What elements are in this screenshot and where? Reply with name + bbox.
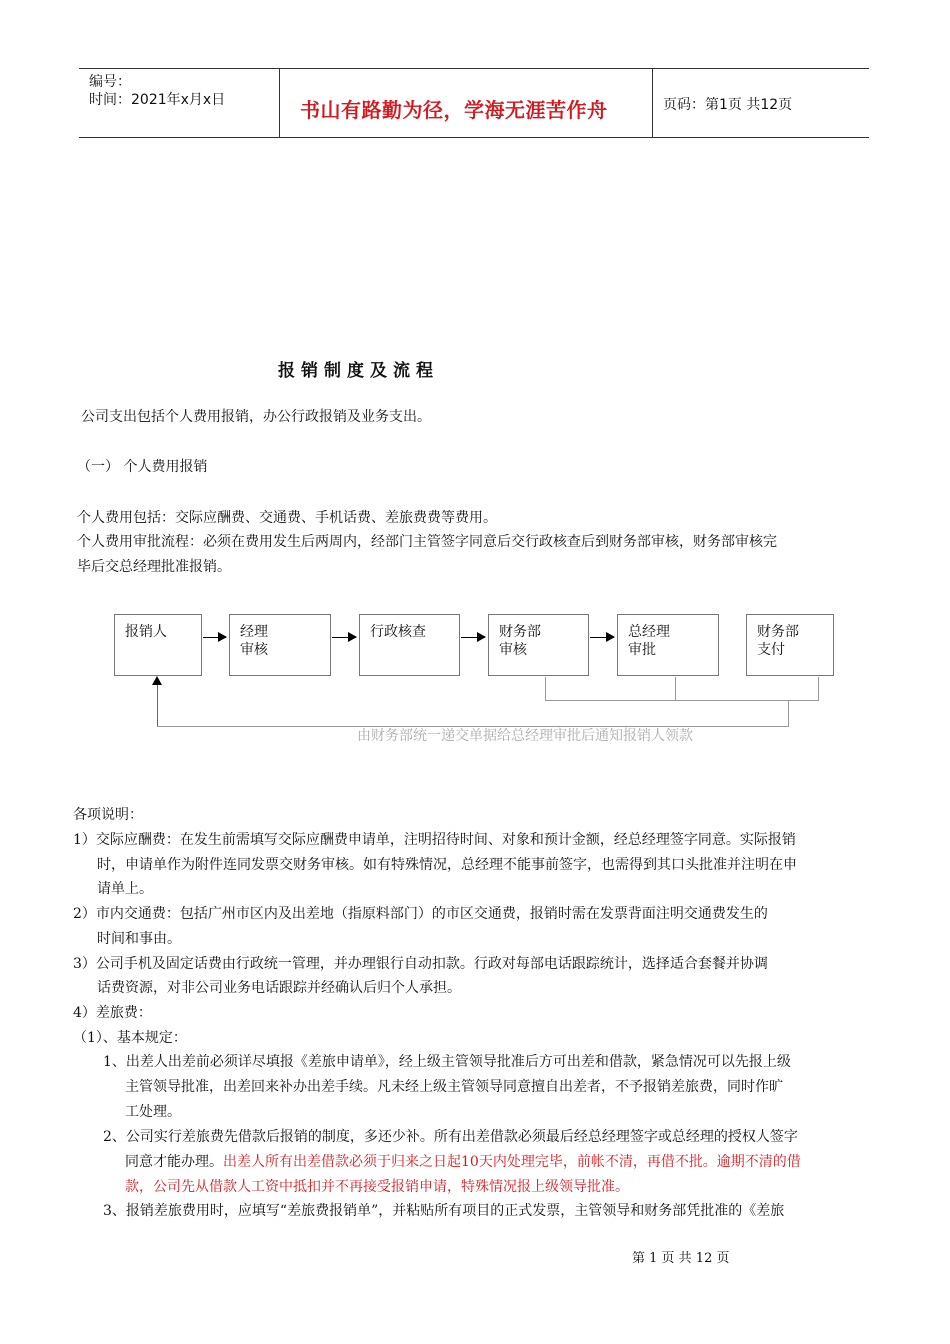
note4-heading: 4）差旅费： (73, 1005, 152, 1021)
flow-caption: 由财务部统一递交单据给总经理审批后通知报销人领款 (357, 728, 693, 744)
rule2-line2 (125, 1150, 801, 1174)
flow-arrow (332, 637, 356, 638)
page-number-label: 页码：第1页 共12页 (663, 97, 793, 113)
flow-box-admin-check (359, 614, 460, 676)
flow-box-manager-review (229, 614, 331, 676)
flow-box-label: 报销人 (125, 624, 167, 640)
note1-line3: 请单上。 (97, 881, 153, 897)
flow-arrow (590, 637, 614, 638)
flow-box-gm-approval (617, 614, 719, 676)
flow-box-label: 支付 (757, 642, 785, 658)
flow-box-label: 财务部 (757, 624, 799, 640)
note2-line1: 2）市内交通费：包括广州市区内及出差地（指原料部门）的市区交通费，报销时需在发票背面注明交通费发生的 (73, 906, 768, 922)
return-line (788, 701, 789, 726)
notes-heading: 各项说明： (73, 807, 143, 823)
document-title: 报销制度及流程 (278, 361, 439, 381)
flow-arrow (461, 637, 485, 638)
flow-box-label: 经理 (240, 624, 268, 640)
time-label: 时间：2021年x月x日 (89, 92, 226, 108)
flow-box-finance-review (488, 614, 589, 676)
rule1-line2: 主管领导批准，出差回来补办出差手续。凡未经上级主管领导同意擅自出差者，不予报销差旅费，同时作旷 (125, 1079, 783, 1095)
flow-box-label: 总经理 (628, 624, 670, 640)
flow-box-finance-payment (746, 614, 834, 676)
personal-includes: 个人费用包括：交际应酬费、交通费、手机话费、差旅费费等费用。 (77, 510, 497, 526)
header-meta-cell (79, 69, 280, 137)
flow-box-label: 审批 (628, 642, 656, 658)
connector-line (818, 677, 819, 700)
return-line (157, 684, 158, 726)
rule2-line2-plain: 同意才能办理。 (125, 1154, 223, 1170)
note1-line2: 时，申请单作为附件连同发票交财务审核。如有特殊情况，总经理不能事前签字，也需得到其口头批准并注明在申 (97, 857, 797, 873)
header-page-cell (653, 69, 869, 137)
flow-arrow (203, 637, 226, 638)
rule2-line2-red: 出差人所有出差借款必须于归来之日起10天内处理完毕，前帐不清，再借不批。逾期不清的借 (223, 1154, 801, 1170)
rule1-line1: 1、出差人出差前必须详尽填报《差旅申请单》，经上级主管领导批准后方可出差和借款，紧急情况可以先报上级 (103, 1054, 791, 1070)
rule1-line3: 工处理。 (125, 1104, 181, 1120)
up-arrow-icon (152, 676, 162, 685)
flow-box-label: 行政核查 (370, 624, 426, 640)
header-motto-cell (280, 69, 653, 137)
flow-box-label: 审核 (240, 642, 268, 658)
note3-line2: 话费资源，对非公司业务电话跟踪并经确认后归个人承担。 (97, 980, 461, 996)
flow-box-claimant (114, 614, 202, 676)
page-header (79, 68, 869, 138)
number-label: 编号： (89, 74, 131, 90)
intro-paragraph: 公司支出包括个人费用报销，办公行政报销及业务支出。 (81, 409, 431, 425)
approval-process-line1: 个人费用审批流程：必须在费用发生后两周内，经部门主管签字同意后交行政核查后到财务部审核，财务部审核完 (77, 534, 777, 550)
note1-line1: 1）交际应酬费：在发生前需填写交际应酬费申请单，注明招待时间、对象和预计金额，经总经理签字同意。实际报销 (73, 832, 796, 848)
note2-line2: 时间和事由。 (97, 931, 181, 947)
note3-line1: 3）公司手机及固定话费由行政统一管理，并办理银行自动扣款。行政对每部电话跟踪统计，选择适合套餐并协调 (73, 956, 768, 972)
motto-text: 书山有路勤为径，学海无涯苦作舟 (300, 98, 608, 122)
connector-line (545, 677, 546, 700)
rule3-line1: 3、报销差旅费用时，应填写“差旅费报销单”，并粘贴所有项目的正式发票，主管领导和财务部凭批准的《差旅 (103, 1203, 785, 1219)
page-footer: 第 1 页 共 12 页 (632, 1251, 730, 1266)
rule2-line1: 2、公司实行差旅费先借款后报销的制度，多还少补。所有出差借款必须最后经总经理签字或总经理的授权人签字 (103, 1129, 798, 1145)
connector-line (675, 677, 676, 700)
flow-box-label: 财务部 (499, 624, 541, 640)
flow-box-label: 审核 (499, 642, 527, 658)
section-heading-personal: （一） 个人费用报销 (77, 459, 208, 475)
rule2-line3: 款，公司先从借款人工资中抵扣并不再接受报销申请，特殊情况报上级领导批准。 (125, 1179, 629, 1195)
note4-subheading: （1）、基本规定： (73, 1030, 187, 1046)
connector-line (545, 700, 819, 701)
approval-process-line2: 毕后交总经理批准报销。 (77, 559, 231, 575)
